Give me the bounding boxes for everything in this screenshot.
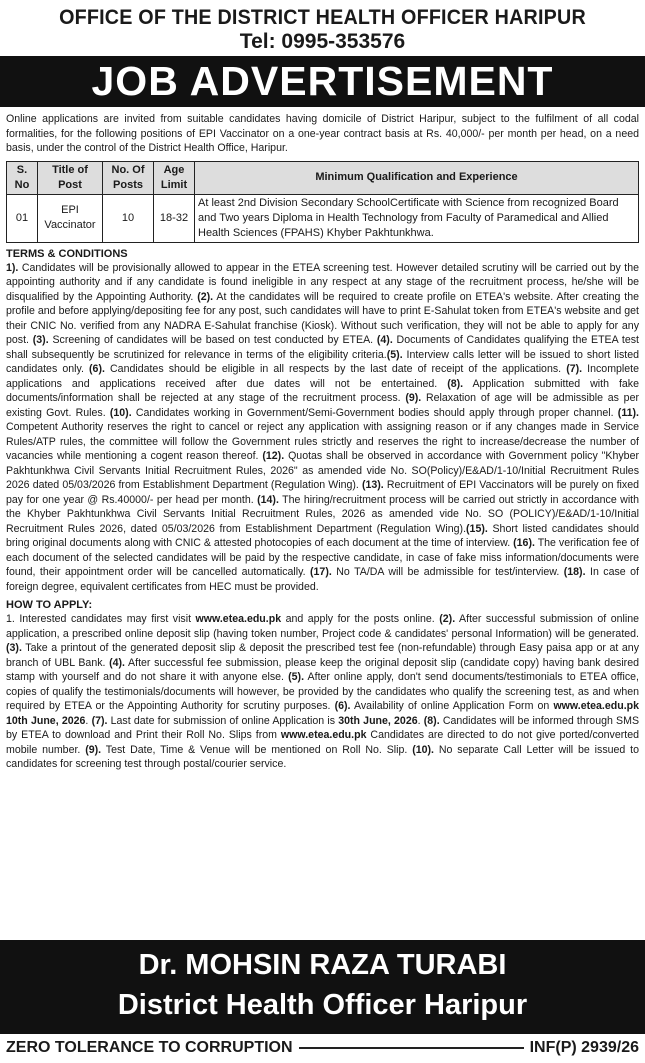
col-qualification: Minimum Qualification and Experience [195, 161, 639, 194]
how-to-apply-title: HOW TO APPLY: [6, 599, 93, 611]
officer-designation: District Health Officer Haripur [117, 989, 528, 1021]
term-text: Candidates working in Government/Semi-Government bodies should apply through proper channel. [131, 406, 618, 419]
cell-sno: 01 [7, 194, 38, 242]
apply-bold-segment: (9). [85, 743, 102, 756]
term-number: (14). [257, 493, 279, 506]
term-number: (4). [376, 334, 393, 346]
term-number: (6). [89, 363, 105, 375]
term-number: (8). [447, 377, 464, 390]
inf-reference: INF(P) 2939/26 [529, 1039, 639, 1056]
apply-bold-segment: (8). [423, 714, 440, 727]
officer-name: Dr. MOHSIN RAZA TURABI [138, 949, 507, 981]
term-text: No TA/DA will be admissible for test/interview. [331, 566, 564, 578]
footer-divider [299, 1047, 524, 1049]
apply-text-segment: No separate Call Letter will be issued to candidates for screening test through postal/courier service. [6, 743, 640, 770]
term-number: (13). [361, 479, 384, 491]
term-number: (11). [617, 406, 639, 419]
apply-text-segment: Take a printout of the generated deposit slip & deposit the prescribed test fee (non-refundable) through Easy paisa app or at any branch of UBL Bank. [6, 642, 639, 669]
apply-text-segment: and apply for the posts online. [281, 613, 440, 625]
term-text: Short listed candidates should bring original documents along with CNIC & attested photocopies of each document at the time of interview. [6, 522, 639, 549]
col-sno: S. No [7, 161, 38, 194]
apply-text-segment: . [85, 714, 92, 727]
apply-bold-segment: www.etea.edu.pk 10th June, 2026 [6, 700, 639, 727]
apply-bold-segment: (5). [288, 671, 305, 683]
term-text: Quotas shall be observed in accordance with Government policy "Khyber Pakhtunkhwa Civil Servants Initial Recruitment Rules, 2026" as amended vide No. SO(Policy)/E&AD/1-10/Initial Recruitment Rules 2026 dated 05/03/2026 from Establishment Department (Regulation Wing). [6, 450, 639, 491]
term-text: Candidates should be eligible in all respects by the last date of receipt of the applications. [104, 363, 567, 375]
cell-posts: 10 [103, 194, 154, 242]
term-text: Incomplete applications and applications received after due dates will not be entertained. [6, 363, 639, 390]
col-age: Age Limit [154, 161, 195, 194]
term-number: (12). [262, 450, 285, 462]
col-posts: No. Of Posts [103, 161, 154, 194]
term-text: In case of foreign degree, equivalent certificates from HEC must be provided. [6, 566, 639, 593]
apply-bold-segment: www.etea.edu.pk [195, 613, 282, 625]
posts-table [6, 161, 639, 243]
col-title: Title of Post [38, 161, 103, 194]
table-row [7, 194, 639, 242]
apply-text-segment: 1. Interested candidates may first visit [6, 613, 196, 625]
intro-paragraph: Online applications are invited from suitable candidates having domicile of District Haripur, subject to the fulfilment of all codal formalities, for the following positions of EPI Vaccinator on a one-year contract basis at Rs. 40,000/- per month per head, on a need basis, under the control of the District Health Office, Haripur. [6, 113, 639, 154]
term-number: (3). [32, 334, 49, 346]
office-telephone: Tel: 0995-353576 [239, 30, 406, 53]
term-text: Competent Authority reserves the right to cancel or reject any application with assigning reason or if any changes made in Service Rules/ATP rules, the committee will follow the Government rules strictly and reserves the right to increase/decrease the number of vacancies while mentioning a cogent reason thereof. [6, 421, 639, 462]
apply-text-segment: Last date for submission of online Application is [107, 714, 339, 727]
term-number: (5). [386, 348, 403, 361]
term-number: (15). [466, 522, 488, 535]
terms-body [6, 261, 639, 595]
apply-text-segment: Availability of online Application Form on [350, 700, 554, 712]
term-text: Documents of Candidates qualifying the ETEA test shall subsequently be scrutinized for relevance in terms of the eligibility criteria. [6, 334, 639, 361]
apply-text-segment: Candidates are directed to do not give ported/converted mobile number. [6, 729, 639, 756]
terms-title: TERMS & CONDITIONS [6, 247, 128, 260]
term-number: (7). [566, 363, 583, 375]
term-number: (9). [405, 392, 422, 404]
table-header-row [7, 161, 639, 194]
term-number: (2). [197, 290, 214, 303]
term-text: Screening of candidates will be based on test conducted by ETEA. [48, 334, 377, 346]
job-advertisement-banner: JOB ADVERTISEMENT [0, 56, 645, 107]
apply-bold-segment: (3). [6, 642, 22, 654]
apply-text-segment: After successful fee submission, please keep the original deposit slip (candidate copy) having bank desired stamp with yourself and do not share it with anyone else. [6, 656, 639, 683]
term-text: The verification fee of each document of the selected candidates will be paid by the respective candidate, in case of fake miss information/documents were found, their appointment order will be cancelled automatically. [6, 537, 639, 578]
term-number: (16). [513, 537, 535, 549]
apply-text-segment: . [417, 714, 424, 727]
apply-bold-segment: 30th June, 2026 [338, 714, 418, 727]
header [6, 0, 639, 54]
term-number: (10). [109, 406, 132, 419]
apply-text-segment: Candidates will be informed through SMS by ETEA to download and Print their Roll No. Slips from [6, 714, 640, 741]
cell-title: EPI Vaccinator [38, 194, 103, 242]
apply-bold-segment: (7). [91, 714, 108, 727]
office-title: OFFICE OF THE DISTRICT HEALTH OFFICER HARIPUR [59, 6, 586, 29]
cell-qualification: At least 2nd Division Secondary SchoolCertificate with Science from recognized Board and Two years Diploma in Health Technology from Faculty of Paramedical and Allied Health Sciences (FPAHS) Khyber Pakhtunkhwa. [195, 194, 639, 242]
footer-bar [6, 1036, 639, 1060]
how-to-apply-body [6, 612, 639, 772]
term-number: 1). [6, 261, 19, 274]
signature-banner [0, 940, 645, 1034]
term-text: Recruitment of EPI Vaccinators will be purely on fixed pay for one year @ Rs.40000/- per head per month. [6, 479, 639, 506]
term-text: The hiring/recruitment process will be carried out strictly in accordance with the Khyber Pakhtunkhwa Civil Servants Initial Recruitment Rules, 2026 as amended vide No. SO (POLICY)/E&AD/1-10/Initial Recruitment Rules 2026, dated 05/03/2026 from Establishment Department (Regulation Wing). [6, 493, 640, 535]
term-text: Relaxation of age will be admissible as per existing Govt. Rules. [6, 392, 639, 419]
apply-bold-segment: (6). [334, 700, 351, 712]
zero-tolerance-slogan: ZERO TOLERANCE TO CORRUPTION [6, 1039, 293, 1056]
term-text: Application submitted with fake documents/information shall be rejected at any stage of the recruitment process. [6, 377, 639, 404]
term-number: (17). [310, 566, 332, 578]
cell-age: 18-32 [154, 194, 195, 242]
apply-bold-segment: (10). [412, 743, 434, 756]
term-text: Candidates will be provisionally allowed to appear in the ETEA screening test. However detailed scrutiny will be carried out by the appointing authority and if any candidate is found ineligible in any respect at any stage of the recruitment process, he/she will be disqualified by the Appointing Authority. [6, 261, 639, 303]
apply-text-segment: Test Date, Time & Venue will be mentioned on Roll No. Slip. [101, 743, 413, 756]
apply-bold-segment: www.etea.edu.pk [280, 729, 367, 741]
term-text: Interview calls letter will be issued to short listed candidates only. [6, 348, 639, 375]
apply-bold-segment: (2). [439, 613, 456, 625]
term-number: (18). [563, 566, 586, 578]
term-text: At the candidates will be required to create profile on ETEA's website. After creating the profile and before applying/depositing fee for any post, such candidates will have to print E-Sahulat token from ETEA's website and get their CNIC No. verified from any NADRA E-Sahulat franchise (Kiosk). Without such verification, they will not be able to apply for any post. [6, 290, 640, 346]
apply-bold-segment: (4). [109, 656, 125, 669]
apply-text-segment: After successful submission of online application, a prescribed online deposit slip (having token number, Project code & candidates' personal Information) will be generated. [6, 613, 639, 640]
apply-text-segment: After online apply, don't send documents/testimonials to ETEA office, copies of qualify the testimonials/documents will however, be provided by the candidates who qualify the screening test, as and when required by ETEA or the Appointing Authority for scrutiny purposes. [6, 671, 639, 712]
